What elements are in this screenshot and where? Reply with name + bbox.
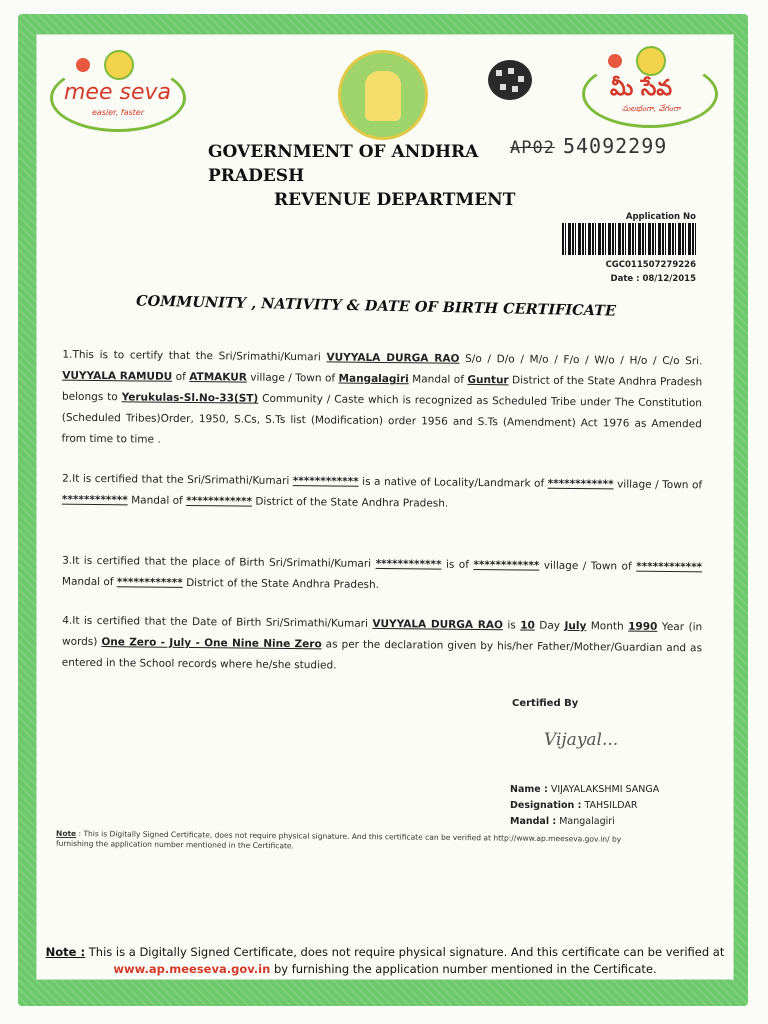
application-date: Date : 08/12/2015 xyxy=(610,274,696,284)
serial-number: 54092299 xyxy=(562,134,668,158)
application-label: Application No xyxy=(625,212,696,222)
birth-month: July xyxy=(564,619,587,633)
holder-name: VUYYALA DURGA RAO xyxy=(326,351,460,365)
serial-prefix: AP02 xyxy=(510,138,555,158)
footer-note: Note : This is a Digitally Signed Certificate, does not require physical signature. And this certificate can be verified at www.ap.meeseva.gov.in by furnishing the application number mentioned in the Certificate. xyxy=(45,945,725,976)
logo-tagline: easier, faster xyxy=(92,108,145,117)
signatory-mandal: Mangalagiri xyxy=(559,816,615,827)
qr-code-icon xyxy=(488,60,532,100)
paragraph-birth-place: 3.It is certified that the place of Birth Sri/Srimathi/Kumari ************ is of ************ village / Town of ************ Mandal of ************ District of the State Andhra Pradesh. xyxy=(61,554,703,591)
department-title: REVENUE DEPARTMENT xyxy=(274,190,516,210)
logo-text: mee seva xyxy=(64,80,171,105)
smiley-icon xyxy=(76,58,90,72)
signatory-designation: TAHSILDAR xyxy=(584,800,638,811)
flower-icon xyxy=(636,46,666,76)
paragraph-nativity: 2.It is certified that the Sri/Srimathi/Kumari ************ is a native of Locality/Landmark of ************ village / Town of ************ Mandal of ************ District of the State Andhra Pradesh. xyxy=(61,472,703,510)
certificate-title: COMMUNITY , NATIVITY & DATE OF BIRTH CERTIFICATE xyxy=(135,292,617,320)
paragraph-date-of-birth: 4.It is certified that the Date of Birth Sri/Srimathi/Kumari VUYYALA DURGA RAO is 10 Day July Month 1990 Year (in words) One Zero - July - One Nine Nine Zero as per the declaration given by his/her Father/Mother/Guardian and as entered in the School records where he/she studied. xyxy=(61,614,703,672)
community-name: Yerukulas-Sl.No-33(ST) xyxy=(121,391,259,405)
birth-day: 10 xyxy=(520,619,535,632)
district-name: Guntur xyxy=(467,373,509,387)
paragraph-community: 1.This is to certify that the Sri/Srimathi/Kumari VUYYALA DURGA RAO S/o / D/o / M/o / F/o / W/o / H/o / C/o Sri. VUYYALA RAMUDU of ATMAKUR village / Town of Mangalagiri Mandal of Guntur District of the State Andhra Pradesh belongs to Yerukulas-Sl.No-33(ST) Community / Caste which is recognized as Scheduled Tribe under The Constitution (Scheduled Tribes)Order, 1950, S.Cs, S.Ts list (Modification) order 1956 and S.Ts (Amendment) Act 1976 as Amended from time to time . xyxy=(61,348,703,446)
signatory-name: VIJAYALAKSHMI SANGA xyxy=(550,784,660,795)
signatory-details: Name : VIJAYALAKSHMI SANGA Designation : TAHSILDAR Mandal : Mangalagiri xyxy=(510,784,660,827)
holder-name: VUYYALA DURGA RAO xyxy=(372,617,504,632)
mandal-name: Mangalagiri xyxy=(338,372,409,386)
birth-year: 1990 xyxy=(628,620,658,633)
state-emblem-icon xyxy=(338,50,428,140)
village-name: ATMAKUR xyxy=(189,370,247,384)
barcode-icon xyxy=(562,223,696,255)
meeseva-logo-left xyxy=(50,50,184,130)
application-number: CGC011507279226 xyxy=(605,260,696,270)
department-header xyxy=(208,140,548,212)
flower-icon xyxy=(104,50,134,80)
certified-by-label: Certified By xyxy=(512,698,579,709)
signature-scribble: Vijayal... xyxy=(544,730,619,750)
smiley-icon xyxy=(608,54,622,68)
birth-date-words: One Zero - July - One Nine Nine Zero xyxy=(101,636,322,651)
father-name: VUYYALA RAMUDU xyxy=(62,369,173,383)
logo-text: మీ సేవ xyxy=(610,76,673,101)
digital-signature-note: Note : This is Digitally Signed Certificate, does not require physical signature. And this certificate can be verified at http://www.ap.meeseva.gov.in/ by furnishing the application number mentioned in the Certificate. xyxy=(55,828,622,851)
government-title: GOVERNMENT OF ANDHRA PRADESH xyxy=(208,142,479,186)
logo-tagline: సులభంగా, వేగంగా xyxy=(622,104,681,113)
certificate-serial xyxy=(510,134,667,158)
verification-link[interactable]: www.ap.meeseva.gov.in xyxy=(113,962,271,976)
meeseva-logo-right xyxy=(582,46,712,130)
